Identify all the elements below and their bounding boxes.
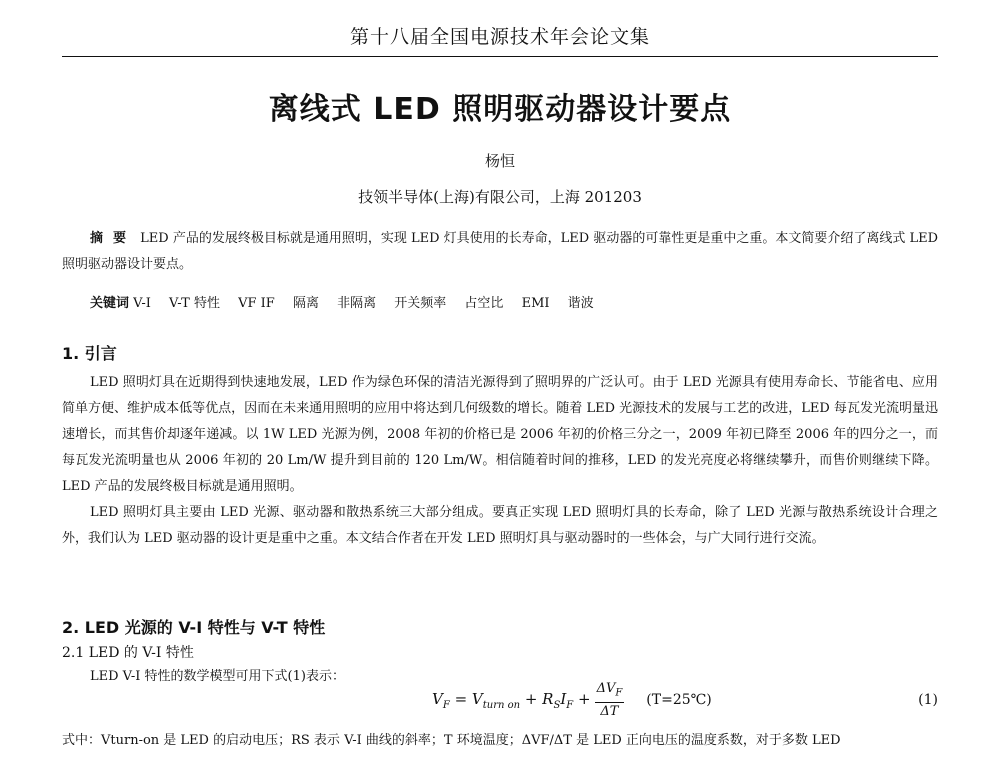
keyword: V-T 特性 xyxy=(169,296,220,311)
author-affiliation: 技领半导体(上海)有限公司，上海 201203 xyxy=(358,188,642,206)
keyword: EMI xyxy=(521,296,550,311)
keywords-label: 关键词 xyxy=(90,296,130,311)
keywords xyxy=(62,293,938,315)
equation-1 xyxy=(62,680,938,720)
keyword: 开关频率 xyxy=(394,296,447,311)
keyword: 谐波 xyxy=(567,296,594,311)
keyword: 非隔离 xyxy=(337,296,377,311)
section-1-paragraph-2: LED 照明灯具主要由 LED 光源、驱动器和散热系统三大部分组成。要真正实现 LED 照明灯具的长寿命，除了 LED 光源与散热系统设计合理之外，我们认为 LED 驱动器的设计更是重中之重。本文结合作者在开发 LED 照明灯具与驱动器时的一些体会，与广大同行进行交流。 xyxy=(62,505,938,546)
author-name: 杨恒 xyxy=(484,152,515,170)
abstract xyxy=(62,226,938,278)
running-header: 第十八届全国电源技术年会论文集 xyxy=(349,26,650,48)
section-1-heading: 1. 引言 xyxy=(62,344,117,363)
abstract-label: 摘要 xyxy=(90,231,137,246)
section-1-paragraph-1: LED 照明灯具在近期得到快速地发展，LED 作为绿色环保的清洁光源得到了照明界的广泛认可。由于 LED 光源具有使用寿命长、节能省电、应用简单方便、维护成本低等优点，因而在未来通用照明的应用中将达到几何级数的增长。随着 LED 光源技术的发展与工艺的改进，LED 每瓦发光流明量迅速增长，而其售价却逐年递减。以 1W LED 光源为例，2008 年初的价格已是 2006 年初的价格三分之一，2009 年初已降至 2006 年的四分之一，而每瓦发光流明量也从 2006 年初的 20 Lm/W 提升到目前的 120 Lm/W。相信随着时间的推移，LED 的发光亮度必将继续攀升，而售价则继续下降。LED 产品的发展终极目标就是通用照明。 xyxy=(62,375,938,494)
keyword: VF IF xyxy=(238,296,275,311)
temperature-coefficient-fraction: $\frac{\Delta V_F}{\Delta T}$ xyxy=(596,681,623,719)
equation-explanation: 式中：Vturn-on 是 LED 的启动电压；RS 表示 V-I 曲线的斜率；T 环境温度；ΔVF/ΔT 是 LED 正向电压的温度系数，对于多数 LED xyxy=(62,733,841,748)
section-2-heading: 2. LED 光源的 V-I 特性与 V-T 特性 xyxy=(62,618,326,637)
abstract-text: LED 产品的发展终极目标就是通用照明，实现 LED 灯具使用的长寿命，LED 驱动器的可靠性更是重中之重。本文简要介绍了离线式 LED 照明驱动器设计要点。 xyxy=(62,231,939,272)
equation-formula: $V_F = V_{turn on} + R_SI_F$ + $\frac{\Delta V_F}{\Delta T}$ (T=25℃) xyxy=(432,681,712,719)
paper-title: 离线式 LED 照明驱动器设计要点 xyxy=(268,92,732,127)
header-rule xyxy=(62,56,938,57)
equation-condition: (T=25℃) xyxy=(646,692,712,708)
keyword: 隔离 xyxy=(292,296,319,311)
equation-number: (1) xyxy=(918,692,938,708)
section-2-1-intro: LED V-I 特性的数学模型可用下式(1)表示： xyxy=(90,669,345,684)
keyword: 占空比 xyxy=(464,296,504,311)
section-2-1-heading: 2.1 LED 的 V-I 特性 xyxy=(62,645,194,661)
keyword: V-I xyxy=(133,296,151,311)
